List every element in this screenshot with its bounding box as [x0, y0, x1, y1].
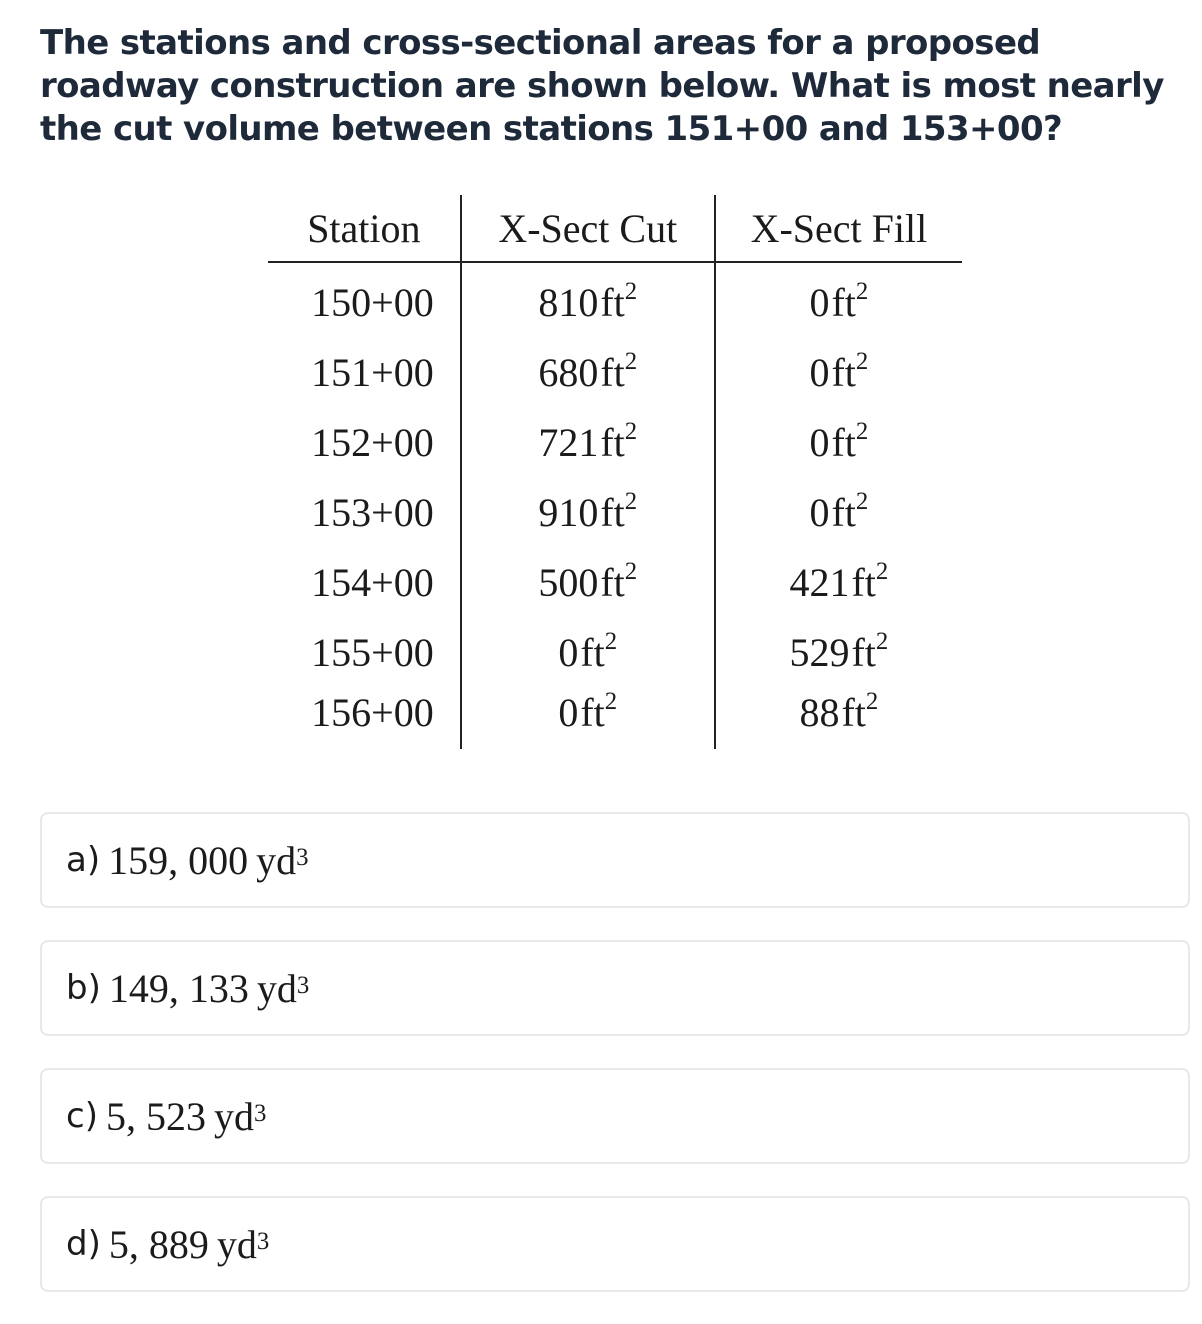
fill-area-cell-value: 421	[789, 559, 850, 605]
station-cell: 151+00	[268, 337, 461, 407]
option-value: 149, 133	[108, 965, 249, 1011]
cut-area-cell-value: 500	[538, 559, 599, 605]
question-text: The stations and cross-sectional areas for a proposed roadway construction are shown below. What is most nearly the cut volume between stations 151+00 and 153+00?	[40, 23, 1164, 149]
cut-area-cell	[461, 407, 715, 477]
station-cell: 152+00	[268, 407, 461, 477]
table-row	[268, 262, 962, 337]
area-unit: ft	[851, 629, 876, 675]
option-value: 5, 889	[108, 1221, 209, 1267]
area-unit-exponent: 2	[855, 487, 869, 515]
station-cell: 155+00	[268, 617, 461, 687]
area-unit: ft	[831, 489, 856, 535]
station-cell: 156+00	[268, 687, 461, 749]
answer-option-d[interactable]: d) 5, 889 yd $^3$	[40, 1196, 1190, 1292]
area-unit-exponent: 2	[855, 347, 869, 375]
area-unit-exponent: 2	[624, 417, 638, 445]
area-unit: ft	[600, 559, 625, 605]
option-unit: yd	[256, 965, 297, 1011]
area-unit-exponent: 2	[624, 487, 638, 515]
area-unit: ft	[600, 419, 625, 465]
station-cell: 154+00	[268, 547, 461, 617]
fill-area-cell	[715, 617, 962, 687]
table-row	[268, 687, 962, 749]
area-unit: ft	[831, 349, 856, 395]
cut-area-cell-value: 721	[538, 419, 599, 465]
area-unit: ft	[600, 279, 625, 325]
fill-area-cell-value: 0	[809, 419, 830, 465]
station-cell: 150+00	[268, 262, 461, 337]
table-row	[268, 477, 962, 547]
table-header-row	[268, 195, 962, 262]
cut-area-cell-value: 810	[538, 279, 599, 325]
option-unit: yd	[216, 1221, 257, 1267]
area-unit: ft	[831, 419, 856, 465]
option-letter: d)	[66, 1224, 101, 1264]
cut-area-cell	[461, 687, 715, 749]
cut-area-cell-value: 910	[538, 489, 599, 535]
option-value: 159, 000	[108, 837, 249, 883]
header-station: Station	[268, 195, 461, 262]
station-cell: 153+00	[268, 477, 461, 547]
area-unit-exponent: 2	[604, 627, 618, 655]
fill-area-cell-value: 0	[809, 489, 830, 535]
fill-area-cell	[715, 547, 962, 617]
fill-area-cell	[715, 337, 962, 407]
fill-area-cell	[715, 262, 962, 337]
answer-options	[40, 812, 1190, 1324]
fill-area-cell-value: 529	[789, 629, 850, 675]
fill-area-cell	[715, 687, 962, 749]
cut-area-cell	[461, 477, 715, 547]
fill-area-cell-value: 0	[809, 279, 830, 325]
table-row	[268, 547, 962, 617]
area-unit-exponent: 2	[875, 557, 889, 585]
answer-option-c[interactable]: c) 5, 523 yd $^3$	[40, 1068, 1190, 1164]
area-unit-exponent: 2	[624, 347, 638, 375]
cut-area-cell	[461, 262, 715, 337]
option-letter: b)	[66, 968, 101, 1008]
area-unit-exponent: 2	[604, 688, 618, 716]
area-unit-exponent: 2	[624, 277, 638, 305]
header-cut: X-Sect Cut	[461, 195, 715, 262]
cut-area-cell	[461, 547, 715, 617]
cut-area-cell-value: 0	[558, 629, 579, 675]
table-body	[268, 262, 962, 749]
table-row	[268, 617, 962, 687]
area-unit-exponent: 2	[865, 688, 879, 716]
cross-section-table-container	[268, 195, 962, 749]
area-unit: ft	[580, 690, 605, 735]
area-unit: ft	[831, 279, 856, 325]
cross-section-table	[268, 195, 962, 749]
area-unit-exponent: 2	[855, 417, 869, 445]
cut-area-cell-value: 680	[538, 349, 599, 395]
cut-area-cell	[461, 337, 715, 407]
area-unit-exponent: 2	[855, 277, 869, 305]
area-unit: ft	[580, 629, 605, 675]
area-unit: ft	[600, 489, 625, 535]
fill-area-cell-value: 0	[809, 349, 830, 395]
area-unit-exponent: 2	[624, 557, 638, 585]
header-fill: X-Sect Fill	[715, 195, 962, 262]
fill-area-cell-value: 88	[799, 690, 840, 735]
option-value: 5, 523	[105, 1093, 206, 1139]
cut-area-cell	[461, 617, 715, 687]
area-unit: ft	[841, 690, 866, 735]
area-unit: ft	[851, 559, 876, 605]
option-unit: yd	[256, 837, 297, 883]
table-row	[268, 407, 962, 477]
option-unit: yd	[213, 1093, 254, 1139]
fill-area-cell	[715, 477, 962, 547]
cut-area-cell-value: 0	[558, 690, 579, 735]
area-unit-exponent: 2	[875, 627, 889, 655]
answer-option-b[interactable]: b) 149, 133 yd $^3$	[40, 940, 1190, 1036]
option-letter: a)	[66, 840, 101, 880]
fill-area-cell	[715, 407, 962, 477]
answer-option-a[interactable]: a) 159, 000 yd $^3$	[40, 812, 1190, 908]
option-letter: c)	[66, 1096, 98, 1136]
table-row	[268, 337, 962, 407]
area-unit: ft	[600, 349, 625, 395]
